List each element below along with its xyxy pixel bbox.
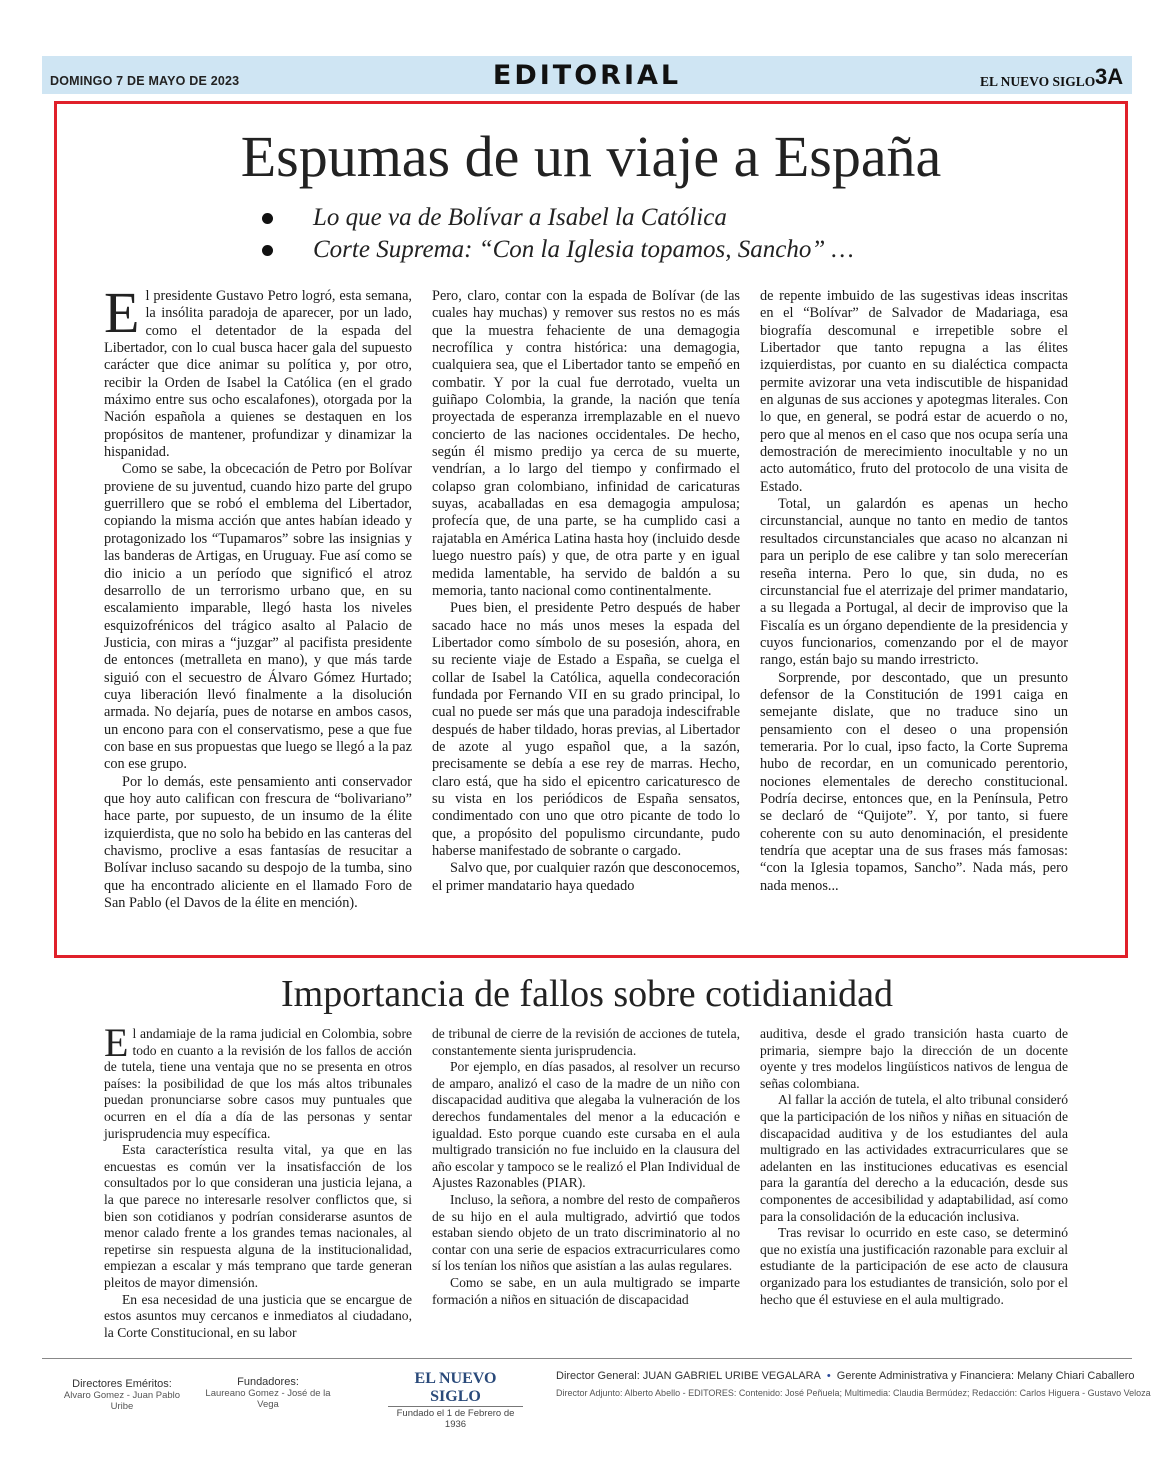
bullet-icon [262,245,273,256]
subtitle-item [262,202,854,234]
paragraph: Al fallar la acción de tutela, el alto tribunal consideró que la participación de los niños y niñas en situación de discapacidad auditiva y de los estudiantes del aula multigrado en las actividades extracurriculares que se adelanten en las instituciones educativas es esencial para la garantía del derecho a la educación, desde sus componentes de accesibilidad y adaptabilidad, así como para la consolidación de la educación inclusiva. [760,1092,1068,1224]
subtitle-item [262,234,854,266]
paragraph: Tras revisar lo ocurrido en este caso, se determinó que no existía una justificación razonable para excluir al estudiante de la participación de ese acto de clausura organizado para los estudiantes de transición, solo por el hecho que él estuviese en el aula multigrado. [760,1225,1068,1307]
footer-names: Laureano Gomez - José de la Vega [205,1388,331,1410]
paragraph: Incluso, la señora, a nombre del resto de compañeros de su hijo en el aula multigrado, advirtió que todos estaban siendo objeto de un trato discriminatorio al no contar con una serie de espacios extracurriculares como sí los tenían los niños que asistían a las aulas regulares. [432,1191,740,1274]
footer-founded: Fundado el 1 de Febrero de 1936 [388,1406,523,1430]
footer-divider [42,1358,1132,1359]
paragraph: Salvo que, por cualquier razón que desconocemos, el primer mandatario haya quedado [432,860,740,894]
paragraph: En esa necesidad de una justicia que se encargue de estos asuntos muy cercanos e inmediatos al ciudadano, la Corte Constitucional, en su labor [104,1291,412,1340]
drop-cap: E [104,1020,129,1065]
footer-label: Fundadores: [237,1376,299,1388]
editorial-subtitles [262,202,854,266]
paragraph: El andamiaje de la rama judicial en Colombia, sobre todo en cuanto a la revisión de los fallos de acción de tutela, tiene una ventaja que no se presenta en otros países: la posibilidad de que los más altos tribunales puedan pronunciarse sobre casos muy puntuales que ocurren en el día a día de las personas y sentar jurisprudencia muy específica. [104,1020,412,1141]
paragraph: Por lo demás, este pensamiento anti conservador que hoy auto califican con frescura de “bolivariano” hace parte, por supuesto, de un insumo de la élite izquierdista, que no solo ha bebido en las canteras del chavismo, proclive a esas fantasías de resucitar a Bolívar incluso sacando su despojo de la tumba, sino que ha encontrado aliciente en el llamado Foro de San Pablo (el Davos de la élite en mención). [104,773,412,912]
footer-staff-line-2: Director Adjunto: Alberto Abello - EDITORES: Contenido: José Peñuela; Multimedia: Claudia Bermúdez; Redacción: Carlos Higuera - Gustavo Veloza [556,1388,1151,1398]
paragraph: Por ejemplo, en días pasados, al resolver un recurso de amparo, analizó el caso de la madre de un niño con discapacidad auditiva que alegaba la vulneración de los derechos fundamentales del menor a la educación e igualdad. Esto porque cuando este cursaba en el aula multigrado transición no fue incluido en la clausura del año escolar y tampoco se le realizó el Plan Individual de Ajustes Razonables (PIAR). [432,1059,740,1191]
paragraph: de tribunal de cierre de la revisión de acciones de tutela, constantemente sienta jurisprudencia. [432,1026,740,1058]
editorial2-column-2 [432,1026,740,1308]
editorial2-column-1 [104,1020,412,1341]
footer-logo: EL NUEVO SIGLO [414,1370,497,1405]
footer-label: Directores Eméritos: [72,1378,172,1390]
paragraph: Como se sabe, la obcecación de Petro por Bolívar proviene de su juventud, cuando hizo parte del grupo guerrillero que se robó el emblema del Libertador, copiando la misma acción que antes habían ideado y protagonizado los “Tupamaros” sobre las insignias y las banderas de Artigas, en Uruguay. Fue así como se dio inicio a un período que significó el atroz desarrollo de un terrorismo urbano que, en su escalamiento imparable, llegó hasta los niveles esquizofrénicos del trágico asalto al Palacio de Justicia, con miras a “juzgar” al pacifista presidente de entonces (metralleta en mano), y que más tarde siguió con el secuestro de Álvaro Gómez Hurtado; cuya liberación llevó finalmente a la disolución armada. No dejaría, pues de notarse en ambos casos, un encono para con el conservatismo, pese a que fue con base en sus propuestas que luego se llegó a la paz con ese grupo. [104,461,412,773]
footer-fundadores [198,1376,338,1410]
page-number: 3A [1095,64,1124,89]
bullet-icon [262,213,273,224]
editorial-column-2 [432,288,740,895]
section-title: EDITORIAL [492,60,682,91]
paragraph: de repente imbuido de las sugestivas ideas inscritas en el “Bolívar” de Salvador de Madariaga, esa biografía descomunal e irrepetible sobre el Libertador que tanto repugna a las élites izquierdistas, por cuanto en su dialéctica compacta permite avizorar una veta indiscutible de hispanidad en algunas de sus acciones y apotegmas literales. Con lo que, en general, se podrá estar de acuerdo o no, pero que al menos en el caso que nos ocupa sería una demostración de merecimiento inocultable y no un acto automático, fruto del protocolo de una visita de Estado. [760,288,1068,495]
paragraph: Como se sabe, en un aula multigrado se imparte formación a niños en situación de discapacidad [432,1274,740,1307]
paragraph: Pero, claro, contar con la espada de Bolívar (de las cuales hay muchas) y remover sus restos no es más que la muestra fehaciente de una demagogia necrofílica y contra histórica: una demagogia, cualquiera sea, que el Libertador tanto se empeñó en combatir. Y por la cual fue derrotado, vuelta un guiñapo Colombia, la grande, la nación que tenía proyectada de esperanza irremplazable en el nuevo concierto de las naciones occidentales. De hecho, según él mismo predijo ya cerca de su muerte, vendrían, a lo largo del tiempo y confirmado el colapso gran colombiano, infinidad de caricaturas suyas, acaballadas en esa demagogia ampulosa; profecía que, de una parte, se ha cumplido casi a rajatabla en América Latina hasta hoy (incluido desde luego nuestro país) y que, de otra parte y en igual medida lamentable, ha servido de baldón a su memoria, tanto nacional como continentalmente. [432,288,740,599]
paragraph: El presidente Gustavo Petro logró, esta semana, la insólita paradoja de aparecer, por un lado, como el detentador de la espada del Libertador, con lo cual busca hacer gala del supuesto carácter que dice animar su política y, por otro, recibir la Orden de Isabel la Católica (en el grado máximo entre sus ocho escalafones), otorgada por la Nación española a quienes se destaquen en los propósitos de mantener, profundizar y dinamizar la hispanidad. [104,280,412,461]
header-date: DOMINGO 7 DE MAYO DE 2023 [50,74,240,88]
paragraph: auditiva, desde el grado transición hasta cuarto de primaria, siempre bajo la dirección de un docente oyente y tres modelos lingüísticos nativos de lengua de señas colombiana. [760,1026,1068,1091]
footer-masthead [388,1370,523,1430]
editorial2-column-3 [760,1026,1068,1308]
paragraph: Sorprende, por descontado, que un presunto defensor de la Constitución de 1991 caiga en semejante dislate, que no traduce sino un pensamiento con el deseo o una propensión temeraria. Por lo cual, ipso facto, la Corte Suprema hubo de recordar, en un comunicado perentorio, nociones elementales de derecho constitucional. Podría decirse, entonces que, en la Península, Petro se declaró de “Quijote”. Y, por tanto, si fuere coherente con su auto denominación, el presidente tendría que aceptar una de sus frases más famosas: “con la Iglesia topamos, Sancho”. Nada más, pero nada menos... [760,669,1068,894]
footer-names: Alvaro Gomez - Juan Pablo Uribe [63,1390,181,1412]
editorial-title: Espumas de un viaje a España [240,124,942,189]
drop-cap: E [104,280,140,345]
footer-staff [556,1370,1151,1398]
header-masthead: EL NUEVO SIGLO [980,74,1096,89]
paragraph: Esta característica resulta vital, ya que en las encuestas es común ver la insatisfacción de los consultados por lo que consideran una justicia lejana, a la que parece no interesarle resolver conflictos que, si bien son cotidianos y podrían considerarse asuntos de menor calado frente a los grandes temas nacionales, al repetirse sin respuesta alguna de la institucionalidad, empiezan a escalar y más temprano que tarde generan pleitos de mayor dimensión. [104,1142,412,1290]
editorial-column-3 [760,288,1068,895]
footer-staff-line-1: Director General: JUAN GABRIEL URIBE VEGALARA • Gerente Administrativa y Financiera: Melany Chiari Caballero [556,1370,1135,1382]
paragraph: Pues bien, el presidente Petro después de haber sacado hace no más unos meses la espada del Libertador como símbolo de su posesión, ahora, en su reciente viaje de Estado a España, se cuelga el collar de Isabel la Católica, aquella condecoración fundada por Fernando VII en su grado principal, lo cual no puede ser más que una paradoja indescifrable después de haber tildado, horas previas, al Libertador de azote al yugo español que, a la sazón, precisamente se debía a ese rey de marras. Hecho, claro está, que ha sido el epicentro caricaturesco de su vista en los periódicos de España sensatos, condimentado con uno que otro picante de todo lo que, a propósito del populismo circundante, pudo haberse manifestado de sobrante o cargado. [432,600,740,859]
editorial-title-2: Importancia de fallos sobre cotidianidad [280,973,893,1015]
editorial-column-1 [104,280,412,912]
subtitle-text: Corte Suprema: “Con la Iglesia topamos, Sancho” … [313,236,854,263]
paragraph: Total, un galardón es apenas un hecho circunstancial, aunque no tanto en medio de tantos resultados circunstanciales que acaso no alcanzan ni para un periplo de ese calibre y tan solo merecerían reseña interna. Pero lo que, sin duda, no es circunstancial fue el aterrizaje del primer mandatario, a su llegada a Portugal, al decir de improviso que la Fiscalía es un órgano dependiente de la presidencia y cuyos funcionarios, comenzando por el de mayor rango, están bajo su mando irrestricto. [760,496,1068,669]
subtitle-text: Lo que va de Bolívar a Isabel la Católica [313,204,727,231]
footer-emeritos [52,1378,192,1412]
